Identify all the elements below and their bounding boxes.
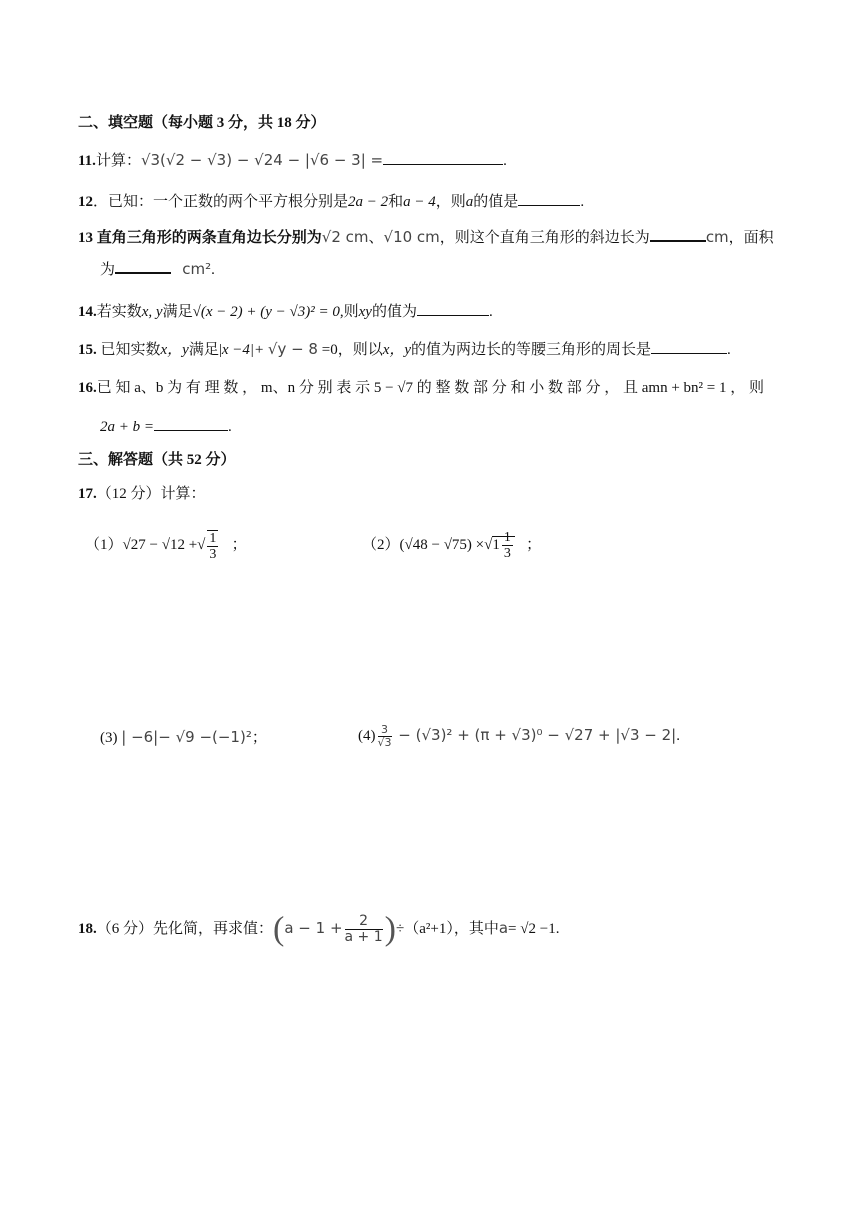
question-13-line-1 bbox=[78, 224, 774, 249]
q18-text-a: （6 分）先化简，再求值： bbox=[96, 921, 274, 937]
q18-fraction bbox=[345, 914, 383, 945]
q11-text: 计算： bbox=[95, 153, 141, 169]
q12-expr-1: 2a − 2 bbox=[348, 194, 389, 210]
q11-expression: √3(√2 − √3) − √24 − |√6 − 3| = bbox=[140, 151, 384, 169]
q14-text-b: 满足 bbox=[162, 304, 193, 320]
q17-p1-frac-num: 1 bbox=[209, 530, 217, 546]
q16-end: . bbox=[228, 419, 232, 435]
q12-text-a: ．已知：一个正数的两个平方根分别是 bbox=[93, 194, 349, 210]
section-3-title: 三、解答题（共 52 分） bbox=[78, 452, 236, 468]
q15-expression: x −4|+ bbox=[221, 342, 265, 358]
q15-text-c: =0，则以 bbox=[321, 342, 383, 358]
q17-part-1: （1）√27 − √12 +√ $\frac{1}{3}$ ； bbox=[85, 530, 247, 562]
q17-p4-label: (4) bbox=[358, 728, 376, 744]
q14-number: 14. bbox=[78, 304, 97, 320]
q18-number: 18. bbox=[78, 921, 97, 937]
q16-answer-blank[interactable] bbox=[154, 414, 228, 431]
q17-p2-whole: 1 bbox=[492, 537, 500, 553]
q14-text-a: 若实数 bbox=[96, 304, 142, 320]
q12-text-c: 的值是 bbox=[473, 194, 519, 210]
q15-text-a: 已知实数 bbox=[96, 342, 161, 358]
q17-p4-expression: − (√3)² + (π + √3)⁰ − √27 + |√3 − 2| bbox=[393, 726, 677, 744]
q18-frac-den: a + 1 bbox=[344, 929, 383, 946]
q11-end: . bbox=[503, 153, 507, 169]
q17-p1-frac-den: 3 bbox=[209, 546, 217, 562]
q14-end: . bbox=[488, 304, 493, 320]
q18-frac-num: 2 bbox=[345, 914, 383, 930]
q13-unit-2: cm² bbox=[182, 260, 212, 278]
q13-length-2: √10 cm bbox=[383, 228, 440, 246]
q13-unit-1: cm bbox=[705, 228, 729, 246]
question-13-line-2 bbox=[100, 256, 215, 281]
q17-p2-frac-den: 3 bbox=[503, 546, 511, 562]
q18-inner-expression: a − 1 + bbox=[284, 919, 343, 937]
left-paren-icon: ( bbox=[273, 910, 285, 948]
q14-var: xy bbox=[358, 304, 372, 320]
q15-answer-blank[interactable] bbox=[651, 337, 727, 354]
q17-p3-end: ； bbox=[251, 730, 267, 746]
q13-separator: 、 bbox=[368, 230, 384, 246]
q12-expr-2: a − 4 bbox=[403, 194, 436, 210]
q17-p1-end: ； bbox=[231, 537, 247, 553]
q14-vars: x, y bbox=[141, 304, 163, 320]
q15-text-d: 的值为两边长的等腰三角形的周长是 bbox=[411, 342, 652, 358]
q12-number: 12 bbox=[78, 194, 93, 210]
q11-number: 11. bbox=[78, 153, 96, 169]
q16-number: 16. bbox=[78, 380, 97, 396]
q17-p4-frac-num: 3 bbox=[378, 724, 392, 737]
question-16-line-1 bbox=[78, 377, 783, 399]
q13-text-c: ，面积 bbox=[728, 230, 774, 246]
question-11 bbox=[78, 148, 507, 172]
q13-length-1: √2 cm bbox=[321, 228, 369, 246]
q15-vars: x，y bbox=[160, 342, 189, 358]
q17-p4-frac-den: √3 bbox=[377, 736, 392, 750]
q14-expression: √(x − 2) + (y − √3)² = 0 bbox=[192, 304, 340, 320]
q12-answer-blank[interactable] bbox=[518, 189, 580, 206]
q17-p2-mixed-number bbox=[492, 530, 515, 562]
question-18 bbox=[78, 908, 559, 949]
question-15 bbox=[78, 337, 731, 361]
q14-text-d: 的值为 bbox=[371, 304, 417, 320]
q16-expression: 2a + b = bbox=[100, 419, 154, 435]
q18-var: a bbox=[498, 919, 509, 937]
q15-text-b: 满足| bbox=[188, 342, 222, 358]
q13-hypotenuse-blank[interactable] bbox=[650, 224, 706, 242]
q17-p3-expression: | −6|− √9 −(−1)² bbox=[121, 728, 252, 746]
q18-text-b: ÷（a²+1），其中 bbox=[395, 921, 499, 937]
q13-text-d: 为 bbox=[100, 262, 116, 278]
q17-p2-expression: (√48 − √75) × bbox=[399, 537, 485, 553]
q14-answer-blank[interactable] bbox=[417, 299, 489, 316]
q15-sqrt: √y − 8 bbox=[267, 340, 318, 358]
q17-p4-fraction bbox=[378, 724, 392, 749]
q17-p3-label: (3) bbox=[100, 730, 118, 746]
q15-vars-2: x，y bbox=[382, 342, 412, 358]
q17-p2-label: （2） bbox=[362, 537, 400, 553]
q12-and: 和 bbox=[388, 194, 404, 210]
q17-p1-expression: √27 − √12 + bbox=[122, 537, 198, 553]
q13-text-a: 13 直角三角形的两条直角边长分别为 bbox=[78, 230, 322, 246]
q12-var: a bbox=[465, 194, 474, 210]
q17-p2-frac-num: 1 bbox=[503, 530, 511, 546]
question-17 bbox=[78, 483, 206, 505]
q13-end: . bbox=[211, 262, 215, 278]
q12-text-b: ，则 bbox=[435, 194, 466, 210]
q16-text: 已 知 a、b 为 有 理 数 ， m、n 分 别 表 示 5 − √7 的 整 数 部 分 和 小 数 部 分 ， 且 amn + bn² = 1 ， 则 bbox=[96, 380, 765, 396]
q14-text-c: ,则 bbox=[339, 304, 359, 320]
q17-p4-end: . bbox=[676, 728, 680, 744]
q17-p1-fraction bbox=[207, 530, 218, 562]
question-16-line-2 bbox=[100, 414, 232, 438]
q18-text-c: = √2 −1. bbox=[508, 921, 560, 937]
q11-answer-blank[interactable] bbox=[383, 148, 503, 165]
q17-p2-fraction bbox=[502, 530, 513, 561]
q15-number: 15. bbox=[78, 342, 97, 358]
q17-part-2: （2）(√48 − √75) ×√1 $\frac{1}{3}$ ； bbox=[362, 530, 542, 562]
q17-p2-end: ； bbox=[526, 537, 542, 553]
q12-end: . bbox=[580, 194, 585, 210]
right-paren-icon: ) bbox=[384, 910, 396, 948]
q13-area-blank[interactable] bbox=[115, 256, 171, 274]
q13-text-b: ，则这个直角三角形的斜边长为 bbox=[439, 230, 650, 246]
q17-part-4 bbox=[358, 720, 680, 751]
q17-number: 17. bbox=[78, 486, 97, 502]
q17-part-3 bbox=[100, 724, 267, 751]
question-12 bbox=[78, 189, 584, 213]
question-14 bbox=[78, 299, 493, 323]
q17-text: （12 分）计算： bbox=[96, 486, 206, 502]
section-2-title: 二、填空题（每小题 3 分，共 18 分） bbox=[78, 115, 326, 131]
q15-end: . bbox=[727, 342, 731, 358]
q17-p1-label: （1） bbox=[85, 537, 123, 553]
